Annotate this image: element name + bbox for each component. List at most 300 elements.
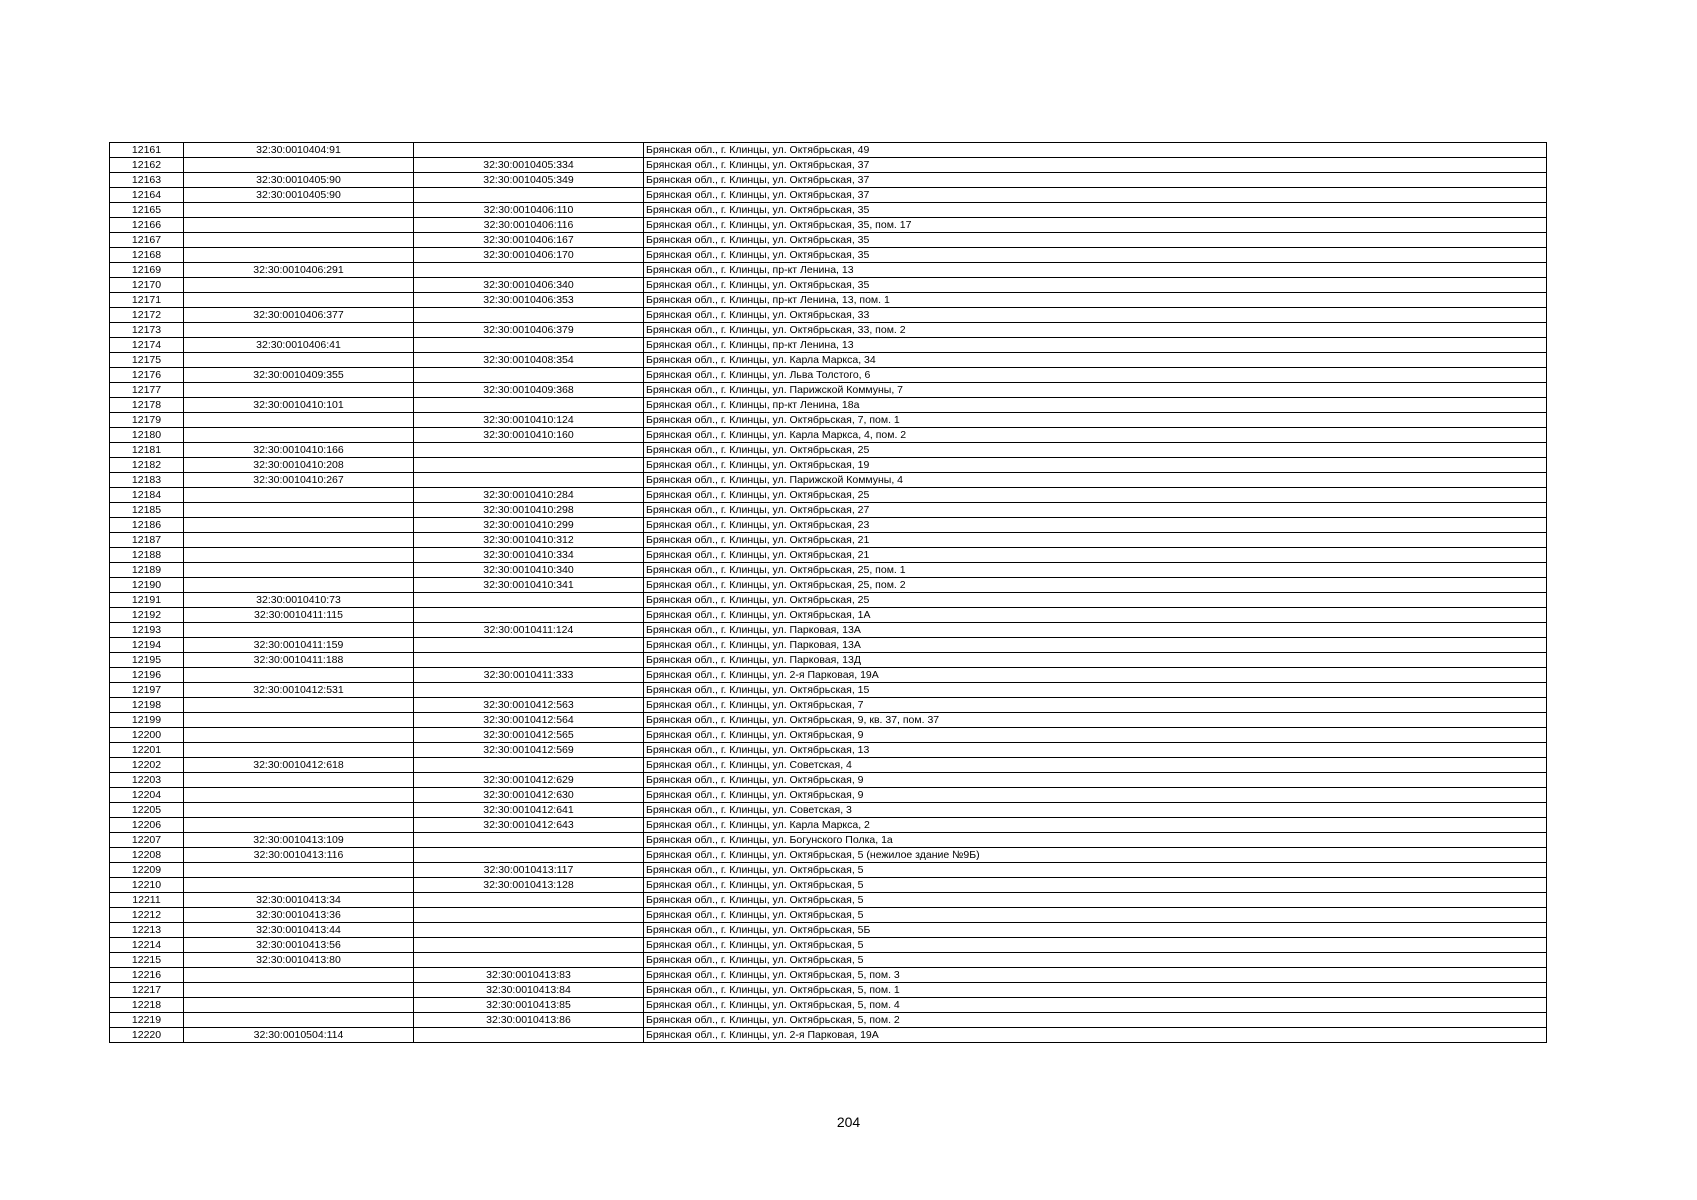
- row-number-cell: 12198: [110, 698, 184, 713]
- address-cell: Брянская обл., г. Клинцы, ул. Парковая, 13А: [644, 638, 1547, 653]
- related-cadastral-number-cell: [414, 368, 644, 383]
- address-cell: Брянская обл., г. Клинцы, ул. Октябрьская, 5: [644, 863, 1547, 878]
- row-number-cell: 12207: [110, 833, 184, 848]
- cadastral-number-cell: 32:30:0010410:267: [184, 473, 414, 488]
- table-row: [110, 743, 1547, 758]
- row-number-cell: 12183: [110, 473, 184, 488]
- related-cadastral-number-cell: [414, 398, 644, 413]
- cadastral-number-cell: [184, 203, 414, 218]
- row-number-cell: 12193: [110, 623, 184, 638]
- address-cell: Брянская обл., г. Клинцы, ул. Октябрьская, 37: [644, 188, 1547, 203]
- table-row: [110, 428, 1547, 443]
- table-row: [110, 308, 1547, 323]
- row-number-cell: 12189: [110, 563, 184, 578]
- cadastral-number-cell: 32:30:0010404:91: [184, 143, 414, 158]
- cadastral-number-cell: [184, 983, 414, 998]
- cadastral-number-cell: 32:30:0010406:377: [184, 308, 414, 323]
- table-row: [110, 923, 1547, 938]
- table-row: [110, 458, 1547, 473]
- cadastral-number-cell: [184, 578, 414, 593]
- table-row: [110, 983, 1547, 998]
- address-cell: Брянская обл., г. Клинцы, ул. Карла Маркса, 4, пом. 2: [644, 428, 1547, 443]
- cadastral-number-cell: [184, 728, 414, 743]
- row-number-cell: 12212: [110, 908, 184, 923]
- cadastral-number-cell: [184, 818, 414, 833]
- row-number-cell: 12218: [110, 998, 184, 1013]
- cadastral-number-cell: [184, 968, 414, 983]
- table-row: [110, 683, 1547, 698]
- cadastral-number-cell: [184, 743, 414, 758]
- related-cadastral-number-cell: [414, 593, 644, 608]
- related-cadastral-number-cell: [414, 848, 644, 863]
- address-cell: Брянская обл., г. Клинцы, ул. Октябрьская, 5: [644, 938, 1547, 953]
- related-cadastral-number-cell: 32:30:0010406:379: [414, 323, 644, 338]
- cadastral-number-cell: [184, 803, 414, 818]
- cadastral-number-cell: 32:30:0010405:90: [184, 173, 414, 188]
- table-row: [110, 353, 1547, 368]
- cadastral-number-cell: 32:30:0010411:188: [184, 653, 414, 668]
- related-cadastral-number-cell: 32:30:0010408:354: [414, 353, 644, 368]
- address-cell: Брянская обл., г. Клинцы, ул. Октябрьская, 37: [644, 173, 1547, 188]
- row-number-cell: 12170: [110, 278, 184, 293]
- row-number-cell: 12204: [110, 788, 184, 803]
- address-cell: Брянская обл., г. Клинцы, ул. Октябрьская, 15: [644, 683, 1547, 698]
- related-cadastral-number-cell: 32:30:0010412:564: [414, 713, 644, 728]
- table-row: [110, 788, 1547, 803]
- registry-table: [109, 142, 1547, 1043]
- cadastral-number-cell: [184, 248, 414, 263]
- table-row: [110, 233, 1547, 248]
- related-cadastral-number-cell: [414, 143, 644, 158]
- related-cadastral-number-cell: [414, 833, 644, 848]
- related-cadastral-number-cell: 32:30:0010410:340: [414, 563, 644, 578]
- cadastral-number-cell: 32:30:0010411:115: [184, 608, 414, 623]
- address-cell: Брянская обл., г. Клинцы, пр-кт Ленина, 13: [644, 263, 1547, 278]
- row-number-cell: 12209: [110, 863, 184, 878]
- row-number-cell: 12202: [110, 758, 184, 773]
- related-cadastral-number-cell: 32:30:0010406:340: [414, 278, 644, 293]
- cadastral-number-cell: 32:30:0010413:109: [184, 833, 414, 848]
- address-cell: Брянская обл., г. Клинцы, ул. Октябрьская, 27: [644, 503, 1547, 518]
- address-cell: Брянская обл., г. Клинцы, ул. Карла Маркса, 34: [644, 353, 1547, 368]
- row-number-cell: 12173: [110, 323, 184, 338]
- row-number-cell: 12213: [110, 923, 184, 938]
- table-row: [110, 563, 1547, 578]
- table-row: [110, 533, 1547, 548]
- row-number-cell: 12200: [110, 728, 184, 743]
- row-number-cell: 12188: [110, 548, 184, 563]
- related-cadastral-number-cell: 32:30:0010406:110: [414, 203, 644, 218]
- address-cell: Брянская обл., г. Клинцы, ул. Октябрьская, 35, пом. 17: [644, 218, 1547, 233]
- table-row: [110, 158, 1547, 173]
- related-cadastral-number-cell: 32:30:0010406:167: [414, 233, 644, 248]
- related-cadastral-number-cell: [414, 458, 644, 473]
- row-number-cell: 12186: [110, 518, 184, 533]
- table-row: [110, 1013, 1547, 1028]
- cadastral-number-cell: 32:30:0010405:90: [184, 188, 414, 203]
- address-cell: Брянская обл., г. Клинцы, ул. Парковая, 13А: [644, 623, 1547, 638]
- address-cell: Брянская обл., г. Клинцы, ул. Октябрьская, 5: [644, 893, 1547, 908]
- address-cell: Брянская обл., г. Клинцы, ул. Октябрьская, 5Б: [644, 923, 1547, 938]
- address-cell: Брянская обл., г. Клинцы, ул. Богунского Полка, 1а: [644, 833, 1547, 848]
- cadastral-number-cell: [184, 713, 414, 728]
- table-row: [110, 623, 1547, 638]
- related-cadastral-number-cell: 32:30:0010405:349: [414, 173, 644, 188]
- related-cadastral-number-cell: 32:30:0010409:368: [414, 383, 644, 398]
- table-row: [110, 488, 1547, 503]
- related-cadastral-number-cell: 32:30:0010412:563: [414, 698, 644, 713]
- address-cell: Брянская обл., г. Клинцы, ул. Октябрьская, 19: [644, 458, 1547, 473]
- row-number-cell: 12215: [110, 953, 184, 968]
- table-row: [110, 398, 1547, 413]
- cadastral-number-cell: 32:30:0010406:291: [184, 263, 414, 278]
- row-number-cell: 12216: [110, 968, 184, 983]
- address-cell: Брянская обл., г. Клинцы, ул. Октябрьская, 35: [644, 278, 1547, 293]
- related-cadastral-number-cell: 32:30:0010410:284: [414, 488, 644, 503]
- related-cadastral-number-cell: 32:30:0010410:334: [414, 548, 644, 563]
- related-cadastral-number-cell: 32:30:0010410:160: [414, 428, 644, 443]
- table-row: [110, 248, 1547, 263]
- table-row: [110, 383, 1547, 398]
- row-number-cell: 12180: [110, 428, 184, 443]
- address-cell: Брянская обл., г. Клинцы, ул. Парижской Коммуны, 4: [644, 473, 1547, 488]
- cadastral-number-cell: [184, 788, 414, 803]
- cadastral-number-cell: [184, 323, 414, 338]
- address-cell: Брянская обл., г. Клинцы, ул. Парковая, 13Д: [644, 653, 1547, 668]
- table-row: [110, 443, 1547, 458]
- address-cell: Брянская обл., г. Клинцы, пр-кт Ленина, 18а: [644, 398, 1547, 413]
- address-cell: Брянская обл., г. Клинцы, ул. Октябрьская, 25: [644, 593, 1547, 608]
- table-row: [110, 188, 1547, 203]
- cadastral-number-cell: [184, 698, 414, 713]
- related-cadastral-number-cell: 32:30:0010412:630: [414, 788, 644, 803]
- cadastral-number-cell: 32:30:0010410:73: [184, 593, 414, 608]
- address-cell: Брянская обл., г. Клинцы, ул. Карла Маркса, 2: [644, 818, 1547, 833]
- related-cadastral-number-cell: [414, 923, 644, 938]
- cadastral-number-cell: [184, 503, 414, 518]
- related-cadastral-number-cell: 32:30:0010410:341: [414, 578, 644, 593]
- table-row: [110, 608, 1547, 623]
- related-cadastral-number-cell: 32:30:0010413:84: [414, 983, 644, 998]
- address-cell: Брянская обл., г. Клинцы, ул. Октябрьская, 21: [644, 548, 1547, 563]
- row-number-cell: 12179: [110, 413, 184, 428]
- address-cell: Брянская обл., г. Клинцы, ул. Парижской Коммуны, 7: [644, 383, 1547, 398]
- related-cadastral-number-cell: 32:30:0010412:569: [414, 743, 644, 758]
- related-cadastral-number-cell: [414, 953, 644, 968]
- address-cell: Брянская обл., г. Клинцы, ул. 2-я Парковая, 19А: [644, 1028, 1547, 1043]
- related-cadastral-number-cell: 32:30:0010412:641: [414, 803, 644, 818]
- row-number-cell: 12205: [110, 803, 184, 818]
- cadastral-number-cell: 32:30:0010504:114: [184, 1028, 414, 1043]
- related-cadastral-number-cell: 32:30:0010406:116: [414, 218, 644, 233]
- cadastral-number-cell: [184, 1013, 414, 1028]
- table-row: [110, 638, 1547, 653]
- cadastral-number-cell: 32:30:0010410:208: [184, 458, 414, 473]
- address-cell: Брянская обл., г. Клинцы, ул. Октябрьская, 5, пом. 3: [644, 968, 1547, 983]
- address-cell: Брянская обл., г. Клинцы, ул. Октябрьская, 5 (нежилое здание №9Б): [644, 848, 1547, 863]
- related-cadastral-number-cell: [414, 938, 644, 953]
- row-number-cell: 12171: [110, 293, 184, 308]
- table-row: [110, 713, 1547, 728]
- address-cell: Брянская обл., г. Клинцы, ул. Октябрьская, 33, пом. 2: [644, 323, 1547, 338]
- cadastral-number-cell: [184, 668, 414, 683]
- related-cadastral-number-cell: 32:30:0010406:353: [414, 293, 644, 308]
- row-number-cell: 12191: [110, 593, 184, 608]
- address-cell: Брянская обл., г. Клинцы, ул. Октябрьская, 49: [644, 143, 1547, 158]
- address-cell: Брянская обл., г. Клинцы, ул. Октябрьская, 9: [644, 788, 1547, 803]
- address-cell: Брянская обл., г. Клинцы, ул. Октябрьская, 35: [644, 203, 1547, 218]
- cadastral-number-cell: 32:30:0010412:618: [184, 758, 414, 773]
- table-row: [110, 323, 1547, 338]
- table-row: [110, 368, 1547, 383]
- table-row: [110, 848, 1547, 863]
- cadastral-number-cell: 32:30:0010410:166: [184, 443, 414, 458]
- address-cell: Брянская обл., г. Клинцы, пр-кт Ленина, 13, пом. 1: [644, 293, 1547, 308]
- cadastral-number-cell: [184, 218, 414, 233]
- related-cadastral-number-cell: [414, 263, 644, 278]
- cadastral-number-cell: 32:30:0010413:36: [184, 908, 414, 923]
- row-number-cell: 12219: [110, 1013, 184, 1028]
- table-row: [110, 413, 1547, 428]
- address-cell: Брянская обл., г. Клинцы, пр-кт Ленина, 13: [644, 338, 1547, 353]
- table-row: [110, 503, 1547, 518]
- address-cell: Брянская обл., г. Клинцы, ул. Октябрьская, 25: [644, 488, 1547, 503]
- row-number-cell: 12164: [110, 188, 184, 203]
- row-number-cell: 12199: [110, 713, 184, 728]
- cadastral-number-cell: [184, 293, 414, 308]
- row-number-cell: 12220: [110, 1028, 184, 1043]
- table-row: [110, 593, 1547, 608]
- cadastral-number-cell: [184, 233, 414, 248]
- row-number-cell: 12197: [110, 683, 184, 698]
- related-cadastral-number-cell: 32:30:0010413:86: [414, 1013, 644, 1028]
- cadastral-number-cell: [184, 998, 414, 1013]
- address-cell: Брянская обл., г. Клинцы, ул. Октябрьская, 37: [644, 158, 1547, 173]
- table-row: [110, 908, 1547, 923]
- address-cell: Брянская обл., г. Клинцы, ул. Октябрьская, 25, пом. 1: [644, 563, 1547, 578]
- cadastral-number-cell: 32:30:0010412:531: [184, 683, 414, 698]
- row-number-cell: 12196: [110, 668, 184, 683]
- address-cell: Брянская обл., г. Клинцы, ул. Октябрьская, 9: [644, 728, 1547, 743]
- row-number-cell: 12178: [110, 398, 184, 413]
- cadastral-number-cell: 32:30:0010413:44: [184, 923, 414, 938]
- table-row: [110, 938, 1547, 953]
- table-row: [110, 893, 1547, 908]
- row-number-cell: 12168: [110, 248, 184, 263]
- address-cell: Брянская обл., г. Клинцы, ул. Октябрьская, 35: [644, 248, 1547, 263]
- table-row: [110, 758, 1547, 773]
- cadastral-number-cell: 32:30:0010406:41: [184, 338, 414, 353]
- row-number-cell: 12210: [110, 878, 184, 893]
- related-cadastral-number-cell: 32:30:0010406:170: [414, 248, 644, 263]
- row-number-cell: 12192: [110, 608, 184, 623]
- related-cadastral-number-cell: 32:30:0010413:117: [414, 863, 644, 878]
- table-row: [110, 263, 1547, 278]
- address-cell: Брянская обл., г. Клинцы, ул. Октябрьская, 25: [644, 443, 1547, 458]
- table-row: [110, 1028, 1547, 1043]
- cadastral-number-cell: [184, 548, 414, 563]
- cadastral-number-cell: 32:30:0010410:101: [184, 398, 414, 413]
- row-number-cell: 12169: [110, 263, 184, 278]
- table-row: [110, 338, 1547, 353]
- cadastral-number-cell: [184, 488, 414, 503]
- related-cadastral-number-cell: 32:30:0010411:333: [414, 668, 644, 683]
- address-cell: Брянская обл., г. Клинцы, ул. Октябрьская, 9: [644, 773, 1547, 788]
- address-cell: Брянская обл., г. Клинцы, ул. Октябрьская, 5, пом. 4: [644, 998, 1547, 1013]
- related-cadastral-number-cell: 32:30:0010410:298: [414, 503, 644, 518]
- address-cell: Брянская обл., г. Клинцы, ул. Октябрьская, 5, пом. 2: [644, 1013, 1547, 1028]
- row-number-cell: 12175: [110, 353, 184, 368]
- row-number-cell: 12167: [110, 233, 184, 248]
- cadastral-number-cell: 32:30:0010411:159: [184, 638, 414, 653]
- address-cell: Брянская обл., г. Клинцы, ул. Октябрьская, 7, пом. 1: [644, 413, 1547, 428]
- cadastral-number-cell: [184, 518, 414, 533]
- related-cadastral-number-cell: 32:30:0010413:128: [414, 878, 644, 893]
- address-cell: Брянская обл., г. Клинцы, ул. 2-я Парковая, 19А: [644, 668, 1547, 683]
- address-cell: Брянская обл., г. Клинцы, ул. Октябрьская, 5: [644, 908, 1547, 923]
- row-number-cell: 12176: [110, 368, 184, 383]
- cadastral-number-cell: [184, 878, 414, 893]
- address-cell: Брянская обл., г. Клинцы, ул. Октябрьская, 13: [644, 743, 1547, 758]
- related-cadastral-number-cell: [414, 608, 644, 623]
- row-number-cell: 12206: [110, 818, 184, 833]
- table-row: [110, 143, 1547, 158]
- row-number-cell: 12161: [110, 143, 184, 158]
- address-cell: Брянская обл., г. Клинцы, ул. Октябрьская, 5: [644, 878, 1547, 893]
- table-row: [110, 803, 1547, 818]
- address-cell: Брянская обл., г. Клинцы, ул. Советская, 4: [644, 758, 1547, 773]
- address-cell: Брянская обл., г. Клинцы, ул. Октябрьская, 23: [644, 518, 1547, 533]
- table-row: [110, 863, 1547, 878]
- related-cadastral-number-cell: [414, 758, 644, 773]
- address-cell: Брянская обл., г. Клинцы, ул. Октябрьская, 9, кв. 37, пом. 37: [644, 713, 1547, 728]
- related-cadastral-number-cell: 32:30:0010413:83: [414, 968, 644, 983]
- address-cell: Брянская обл., г. Клинцы, ул. Октябрьская, 7: [644, 698, 1547, 713]
- related-cadastral-number-cell: [414, 338, 644, 353]
- row-number-cell: 12162: [110, 158, 184, 173]
- table-row: [110, 818, 1547, 833]
- table-row: [110, 968, 1547, 983]
- table-row: [110, 953, 1547, 968]
- cadastral-number-cell: 32:30:0010413:80: [184, 953, 414, 968]
- related-cadastral-number-cell: 32:30:0010412:629: [414, 773, 644, 788]
- row-number-cell: 12201: [110, 743, 184, 758]
- row-number-cell: 12172: [110, 308, 184, 323]
- related-cadastral-number-cell: 32:30:0010413:85: [414, 998, 644, 1013]
- address-cell: Брянская обл., г. Клинцы, ул. Октябрьская, 33: [644, 308, 1547, 323]
- row-number-cell: 12214: [110, 938, 184, 953]
- address-cell: Брянская обл., г. Клинцы, ул. Советская, 3: [644, 803, 1547, 818]
- related-cadastral-number-cell: [414, 1028, 644, 1043]
- related-cadastral-number-cell: [414, 188, 644, 203]
- row-number-cell: 12184: [110, 488, 184, 503]
- cadastral-number-cell: [184, 563, 414, 578]
- row-number-cell: 12182: [110, 458, 184, 473]
- related-cadastral-number-cell: [414, 653, 644, 668]
- address-cell: Брянская обл., г. Клинцы, ул. Октябрьская, 5, пом. 1: [644, 983, 1547, 998]
- related-cadastral-number-cell: [414, 683, 644, 698]
- row-number-cell: 12181: [110, 443, 184, 458]
- cadastral-number-cell: [184, 863, 414, 878]
- related-cadastral-number-cell: 32:30:0010412:565: [414, 728, 644, 743]
- cadastral-number-cell: 32:30:0010413:116: [184, 848, 414, 863]
- row-number-cell: 12185: [110, 503, 184, 518]
- table-row: [110, 293, 1547, 308]
- row-number-cell: 12195: [110, 653, 184, 668]
- cadastral-number-cell: [184, 773, 414, 788]
- row-number-cell: 12165: [110, 203, 184, 218]
- table-row: [110, 653, 1547, 668]
- table-row: [110, 173, 1547, 188]
- address-cell: Брянская обл., г. Клинцы, ул. Октябрьская, 25, пом. 2: [644, 578, 1547, 593]
- cadastral-number-cell: [184, 353, 414, 368]
- related-cadastral-number-cell: 32:30:0010410:312: [414, 533, 644, 548]
- cadastral-number-cell: [184, 413, 414, 428]
- table-row: [110, 548, 1547, 563]
- address-cell: Брянская обл., г. Клинцы, ул. Октябрьская, 35: [644, 233, 1547, 248]
- address-cell: Брянская обл., г. Клинцы, ул. Льва Толстого, 6: [644, 368, 1547, 383]
- related-cadastral-number-cell: [414, 443, 644, 458]
- address-cell: Брянская обл., г. Клинцы, ул. Октябрьская, 1А: [644, 608, 1547, 623]
- row-number-cell: 12217: [110, 983, 184, 998]
- cadastral-number-cell: [184, 278, 414, 293]
- table-row: [110, 773, 1547, 788]
- related-cadastral-number-cell: 32:30:0010405:334: [414, 158, 644, 173]
- related-cadastral-number-cell: 32:30:0010412:643: [414, 818, 644, 833]
- cadastral-number-cell: [184, 428, 414, 443]
- related-cadastral-number-cell: [414, 908, 644, 923]
- related-cadastral-number-cell: [414, 308, 644, 323]
- table-row: [110, 203, 1547, 218]
- related-cadastral-number-cell: [414, 473, 644, 488]
- cadastral-number-cell: 32:30:0010413:34: [184, 893, 414, 908]
- cadastral-number-cell: [184, 623, 414, 638]
- table-row: [110, 278, 1547, 293]
- table-row: [110, 728, 1547, 743]
- table-row: [110, 878, 1547, 893]
- row-number-cell: 12190: [110, 578, 184, 593]
- cadastral-number-cell: 32:30:0010413:56: [184, 938, 414, 953]
- row-number-cell: 12194: [110, 638, 184, 653]
- table-row: [110, 698, 1547, 713]
- row-number-cell: 12208: [110, 848, 184, 863]
- table-row: [110, 668, 1547, 683]
- table-row: [110, 578, 1547, 593]
- page-number: 204: [836, 1114, 861, 1130]
- table-row: [110, 833, 1547, 848]
- cadastral-number-cell: [184, 158, 414, 173]
- table-row: [110, 218, 1547, 233]
- cadastral-number-cell: 32:30:0010409:355: [184, 368, 414, 383]
- registry-table-body: [110, 143, 1547, 1043]
- related-cadastral-number-cell: 32:30:0010411:124: [414, 623, 644, 638]
- related-cadastral-number-cell: 32:30:0010410:299: [414, 518, 644, 533]
- table-row: [110, 518, 1547, 533]
- cadastral-number-cell: [184, 533, 414, 548]
- table-row: [110, 998, 1547, 1013]
- row-number-cell: 12174: [110, 338, 184, 353]
- related-cadastral-number-cell: 32:30:0010410:124: [414, 413, 644, 428]
- related-cadastral-number-cell: [414, 893, 644, 908]
- address-cell: Брянская обл., г. Клинцы, ул. Октябрьская, 21: [644, 533, 1547, 548]
- row-number-cell: 12163: [110, 173, 184, 188]
- row-number-cell: 12187: [110, 533, 184, 548]
- row-number-cell: 12211: [110, 893, 184, 908]
- table-row: [110, 473, 1547, 488]
- row-number-cell: 12203: [110, 773, 184, 788]
- row-number-cell: 12166: [110, 218, 184, 233]
- address-cell: Брянская обл., г. Клинцы, ул. Октябрьская, 5: [644, 953, 1547, 968]
